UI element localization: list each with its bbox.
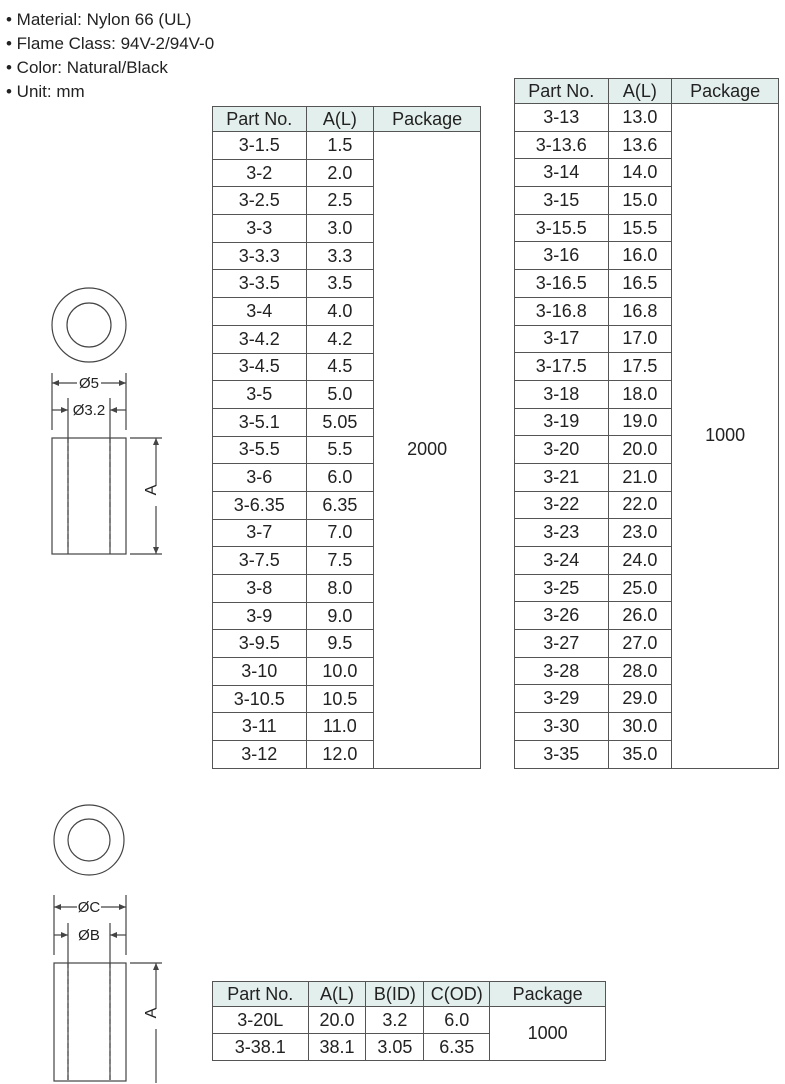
value-cell: 5.05: [306, 408, 374, 436]
value-cell: 17.5: [608, 353, 672, 381]
header-part-no: Part No.: [515, 79, 609, 104]
header-package: Package: [374, 107, 481, 132]
spacer-drawing-1: [30, 280, 180, 570]
value-cell: 13.6: [608, 131, 672, 159]
value-cell: 6.0: [424, 1007, 490, 1034]
id-label: ØB: [78, 927, 100, 944]
table-header-row: [213, 107, 481, 132]
table-body: [515, 104, 779, 769]
part-number-cell: 3-5.5: [213, 436, 307, 464]
part-number-cell: 3-7.5: [213, 547, 307, 575]
part-number-cell: 3-3: [213, 215, 307, 243]
value-cell: 19.0: [608, 408, 672, 436]
value-cell: 16.8: [608, 297, 672, 325]
value-cell: 4.0: [306, 298, 374, 326]
part-number-cell: 3-23: [515, 519, 609, 547]
value-cell: 9.5: [306, 630, 374, 658]
value-cell: 6.35: [424, 1034, 490, 1061]
header-package: Package: [672, 79, 779, 104]
value-cell: 28.0: [608, 657, 672, 685]
value-cell: 2.5: [306, 187, 374, 215]
part-number-cell: 3-8: [213, 575, 307, 603]
part-number-cell: 3-17.5: [515, 353, 609, 381]
part-number-cell: 3-19: [515, 408, 609, 436]
part-number-cell: 3-22: [515, 491, 609, 519]
value-cell: 6.0: [306, 464, 374, 492]
value-cell: 2.0: [306, 159, 374, 187]
part-number-cell: 3-10: [213, 658, 307, 686]
table-row: [515, 104, 779, 132]
value-cell: 11.0: [306, 713, 374, 741]
part-number-cell: 3-7: [213, 519, 307, 547]
part-number-cell: 3-4.5: [213, 353, 307, 381]
header-c-od: C(OD): [424, 982, 490, 1007]
parts-table-1: [212, 106, 481, 769]
value-cell: 7.5: [306, 547, 374, 575]
part-number-cell: 3-5.1: [213, 408, 307, 436]
value-cell: 26.0: [608, 602, 672, 630]
id-label: Ø3.2: [72, 402, 106, 419]
part-number-cell: 3-9.5: [213, 630, 307, 658]
value-cell: 15.5: [608, 214, 672, 242]
value-cell: 5.5: [306, 436, 374, 464]
part-number-cell: 3-16.5: [515, 270, 609, 298]
header-package: Package: [490, 982, 606, 1007]
value-cell: 9.0: [306, 602, 374, 630]
spec-list: [6, 8, 214, 104]
value-cell: 10.0: [306, 658, 374, 686]
value-cell: 3.05: [366, 1034, 424, 1061]
part-number-cell: 3-2: [213, 159, 307, 187]
parts-table-3: [212, 981, 606, 1061]
value-cell: 8.0: [306, 575, 374, 603]
spacer-side-view: [54, 963, 126, 1081]
value-cell: 7.0: [306, 519, 374, 547]
value-cell: 5.0: [306, 381, 374, 409]
package-cell: 2000: [374, 132, 481, 769]
value-cell: 16.0: [608, 242, 672, 270]
part-number-cell: 3-25: [515, 574, 609, 602]
part-number-cell: 3-16.8: [515, 297, 609, 325]
value-cell: 21.0: [608, 463, 672, 491]
part-number-cell: 3-28: [515, 657, 609, 685]
table-body: [213, 1007, 606, 1061]
part-number-cell: 3-35: [515, 740, 609, 768]
part-number-cell: 3-27: [515, 630, 609, 658]
value-cell: 6.35: [306, 491, 374, 519]
part-number-cell: 3-30: [515, 713, 609, 741]
spec-color: • Color: Natural/Black: [6, 58, 168, 77]
part-number-cell: 3-13: [515, 104, 609, 132]
part-number-cell: 3-18: [515, 380, 609, 408]
part-number-cell: 3-14: [515, 159, 609, 187]
length-label: A: [143, 484, 160, 496]
value-cell: 20.0: [608, 436, 672, 464]
spec-material: • Material: Nylon 66 (UL): [6, 10, 192, 29]
table-body: [213, 132, 481, 769]
value-cell: 3.5: [306, 270, 374, 298]
value-cell: 24.0: [608, 547, 672, 575]
header-a-length: A(L): [608, 79, 672, 104]
part-number-cell: 3-21: [515, 463, 609, 491]
value-cell: 38.1: [308, 1034, 366, 1061]
part-number-cell: 3-13.6: [515, 131, 609, 159]
value-cell: 3.0: [306, 215, 374, 243]
length-label: A: [143, 1007, 160, 1019]
table-row: [213, 132, 481, 160]
package-cell: 1000: [672, 104, 779, 769]
part-number-cell: 3-11: [213, 713, 307, 741]
part-number-cell: 3-9: [213, 602, 307, 630]
part-number-cell: 3-4: [213, 298, 307, 326]
part-number-cell: 3-12: [213, 741, 307, 769]
od-label: ØC: [77, 899, 101, 916]
parts-table-2: [514, 78, 779, 769]
value-cell: 15.0: [608, 187, 672, 215]
part-number-cell: 3-24: [515, 547, 609, 575]
part-number-cell: 3-4.2: [213, 325, 307, 353]
table-header-row: [213, 982, 606, 1007]
part-number-cell: 3-20: [515, 436, 609, 464]
part-number-cell: 3-5: [213, 381, 307, 409]
spacer-top-view-inner: [67, 303, 111, 347]
header-a-length: A(L): [308, 982, 366, 1007]
value-cell: 10.5: [306, 685, 374, 713]
spec-unit: • Unit: mm: [6, 82, 85, 101]
part-number-cell: 3-10.5: [213, 685, 307, 713]
part-number-cell: 3-20L: [213, 1007, 309, 1034]
part-number-cell: 3-6.35: [213, 491, 307, 519]
value-cell: 4.2: [306, 325, 374, 353]
spacer-top-view-outer: [54, 805, 124, 875]
value-cell: 35.0: [608, 740, 672, 768]
spacer-top-view-outer: [52, 288, 126, 362]
value-cell: 4.5: [306, 353, 374, 381]
spec-flame-class: • Flame Class: 94V-2/94V-0: [6, 34, 215, 53]
part-number-cell: 3-26: [515, 602, 609, 630]
od-label: Ø5: [78, 375, 100, 392]
part-number-cell: 3-3.3: [213, 242, 307, 270]
part-number-cell: 3-29: [515, 685, 609, 713]
part-number-cell: 3-17: [515, 325, 609, 353]
part-number-cell: 3-38.1: [213, 1034, 309, 1061]
value-cell: 14.0: [608, 159, 672, 187]
value-cell: 12.0: [306, 741, 374, 769]
part-number-cell: 3-16: [515, 242, 609, 270]
value-cell: 29.0: [608, 685, 672, 713]
header-part-no: Part No.: [213, 982, 309, 1007]
value-cell: 16.5: [608, 270, 672, 298]
package-cell: 1000: [490, 1007, 606, 1061]
value-cell: 1.5: [306, 132, 374, 160]
value-cell: 20.0: [308, 1007, 366, 1034]
value-cell: 23.0: [608, 519, 672, 547]
value-cell: 30.0: [608, 713, 672, 741]
part-number-cell: 3-15.5: [515, 214, 609, 242]
value-cell: 27.0: [608, 630, 672, 658]
part-number-cell: 3-15: [515, 187, 609, 215]
header-part-no: Part No.: [213, 107, 307, 132]
value-cell: 13.0: [608, 104, 672, 132]
part-number-cell: 3-2.5: [213, 187, 307, 215]
value-cell: 3.2: [366, 1007, 424, 1034]
part-number-cell: 3-1.5: [213, 132, 307, 160]
spacer-drawing-2: [30, 795, 180, 1084]
part-number-cell: 3-3.5: [213, 270, 307, 298]
value-cell: 22.0: [608, 491, 672, 519]
header-a-length: A(L): [306, 107, 374, 132]
spacer-side-view: [52, 438, 126, 554]
part-number-cell: 3-6: [213, 464, 307, 492]
value-cell: 18.0: [608, 380, 672, 408]
value-cell: 3.3: [306, 242, 374, 270]
value-cell: 17.0: [608, 325, 672, 353]
table-row: [213, 1007, 606, 1034]
header-b-id: B(ID): [366, 982, 424, 1007]
value-cell: 25.0: [608, 574, 672, 602]
spacer-top-view-inner: [68, 819, 110, 861]
table-header-row: [515, 79, 779, 104]
